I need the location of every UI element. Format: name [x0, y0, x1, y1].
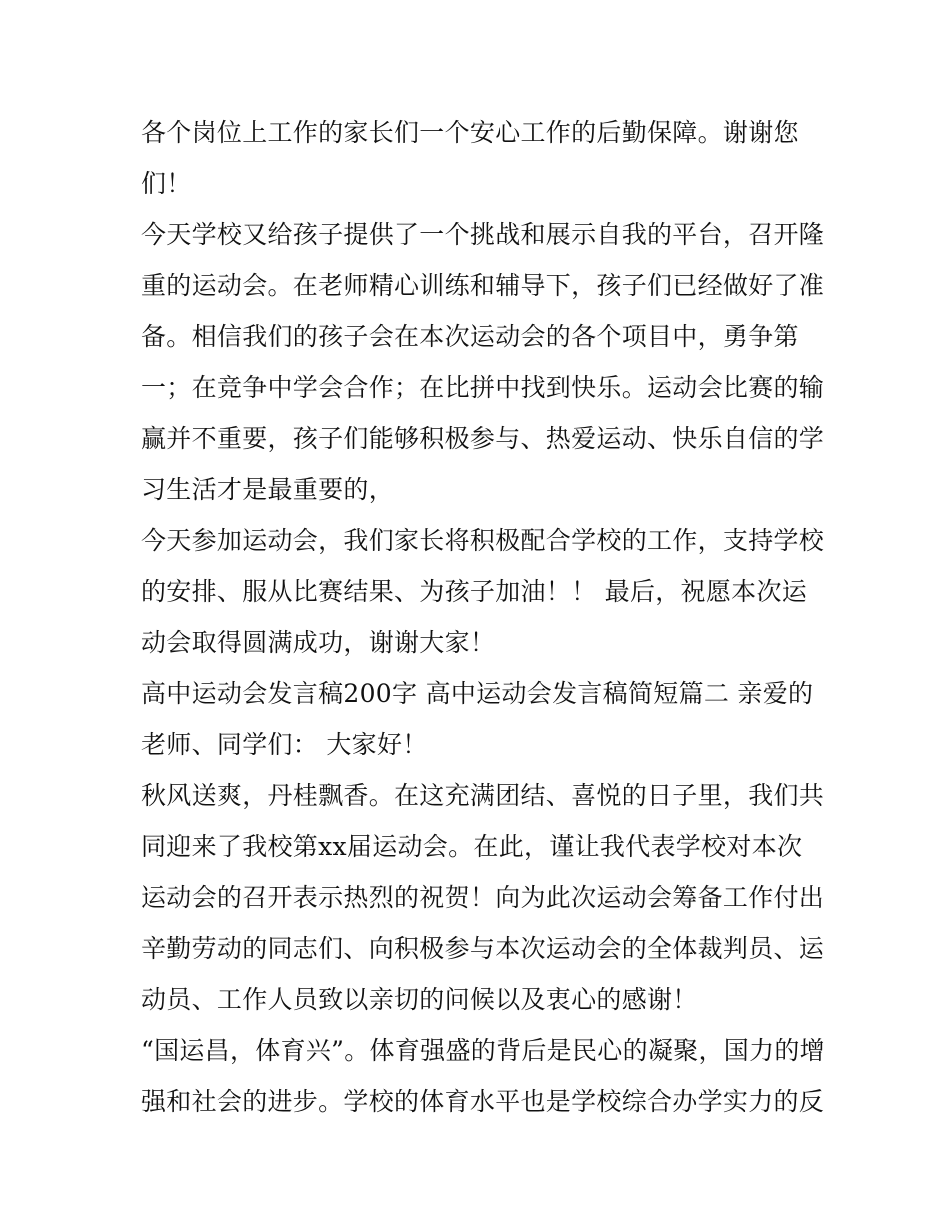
text-line: 各个岗位上工作的家长们一个安心工作的后勤保障。谢谢您 — [141, 118, 799, 147]
text-line: “国运昌，体育兴”。体育强盛的背后是民心的凝聚，国力的增 — [141, 1036, 825, 1065]
text-line: 今天参加运动会，我们家长将积极配合学校的工作，支持学校 — [141, 526, 825, 555]
text-line: 备。相信我们的孩子会在本次运动会的各个项目中，勇争第 — [141, 322, 799, 351]
text-line: 的安排、服从比赛结果、为孩子加油！！ 最后，祝愿本次运 — [141, 577, 808, 606]
text-line: 强和社会的进步。学校的体育水平也是学校综合办学实力的反 — [141, 1087, 825, 1116]
document-body — [141, 107, 825, 1127]
text-line: 一；在竞争中学会合作；在比拼中找到快乐。运动会比赛的输 — [141, 373, 825, 402]
text-line: 赢并不重要，孩子们能够积极参与、热爱运动、快乐自信的学 — [141, 424, 825, 453]
text-line: 运动会的召开表示热烈的祝贺！向为此次运动会筹备工作付出 — [141, 883, 825, 912]
text-line: 们！ — [141, 169, 192, 198]
text-line: 习生活才是最重要的， — [141, 475, 395, 504]
text-line: 动会取得圆满成功，谢谢大家！ — [141, 628, 496, 657]
text-line: 动员、工作人员致以亲切的问候以及衷心的感谢！ — [141, 985, 698, 1014]
text-line: 高中运动会发言稿200字 高中运动会发言稿简短篇二 亲爱的 — [141, 679, 814, 708]
text-line: 辛勤劳动的同志们、向积极参与本次运动会的全体裁判员、运 — [141, 934, 825, 963]
text-line: 重的运动会。在老师精心训练和辅导下，孩子们已经做好了准 — [141, 271, 825, 300]
text-line: 同迎来了我校第xx届运动会。在此，谨让我代表学校对本次 — [141, 832, 803, 861]
text-line: 老师、同学们： 大家好！ — [141, 730, 428, 759]
text-line: 今天学校又给孩子提供了一个挑战和展示自我的平台，召开隆 — [141, 220, 825, 249]
text-line: 秋风送爽，丹桂飘香。在这充满团结、喜悦的日子里，我们共 — [141, 781, 825, 810]
